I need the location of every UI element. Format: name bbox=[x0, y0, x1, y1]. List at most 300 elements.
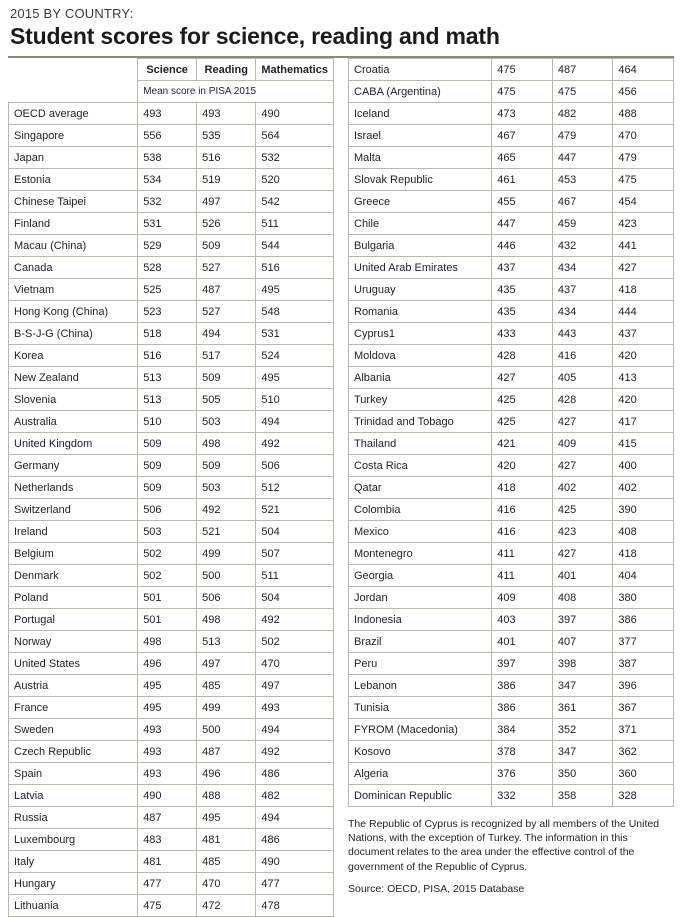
table-row bbox=[9, 565, 334, 587]
cell-science: 487 bbox=[138, 807, 197, 829]
table-body-right bbox=[349, 59, 674, 807]
cell-science: 498 bbox=[138, 631, 197, 653]
cell-reading: 427 bbox=[552, 455, 613, 477]
cell-mathematics: 495 bbox=[256, 367, 334, 389]
cell-mathematics: 493 bbox=[256, 697, 334, 719]
cell-mathematics: 423 bbox=[613, 213, 674, 235]
cell-country: Norway bbox=[9, 631, 138, 653]
cell-science: 490 bbox=[138, 785, 197, 807]
cell-reading: 513 bbox=[197, 631, 256, 653]
cell-country: Turkey bbox=[349, 389, 492, 411]
table-row bbox=[9, 389, 334, 411]
cell-science: 446 bbox=[492, 235, 553, 257]
cell-mathematics: 396 bbox=[613, 675, 674, 697]
cell-mathematics: 386 bbox=[613, 609, 674, 631]
table-row bbox=[349, 521, 674, 543]
cell-reading: 505 bbox=[197, 389, 256, 411]
cell-reading: 428 bbox=[552, 389, 613, 411]
cell-mathematics: 506 bbox=[256, 455, 334, 477]
cell-science: 493 bbox=[138, 763, 197, 785]
table-row bbox=[349, 279, 674, 301]
table-row bbox=[349, 191, 674, 213]
cell-country: Denmark bbox=[9, 565, 138, 587]
cell-country: FYROM (Macedonia) bbox=[349, 719, 492, 741]
cell-mathematics: 548 bbox=[256, 301, 334, 323]
page-title: Student scores for science, reading and math bbox=[10, 23, 500, 49]
table-header-row bbox=[9, 59, 334, 81]
cell-mathematics: 532 bbox=[256, 147, 334, 169]
cell-reading: 361 bbox=[552, 697, 613, 719]
cell-reading: 350 bbox=[552, 763, 613, 785]
cell-science: 534 bbox=[138, 169, 197, 191]
cell-mathematics: 437 bbox=[613, 323, 674, 345]
cell-reading: 427 bbox=[552, 543, 613, 565]
cell-reading: 499 bbox=[197, 697, 256, 719]
cell-reading: 497 bbox=[197, 653, 256, 675]
table-row bbox=[349, 653, 674, 675]
table-row bbox=[9, 653, 334, 675]
cell-mathematics: 418 bbox=[613, 543, 674, 565]
table-head-left bbox=[9, 59, 334, 103]
cell-country: Greece bbox=[349, 191, 492, 213]
cell-reading: 509 bbox=[197, 367, 256, 389]
cell-mathematics: 408 bbox=[613, 521, 674, 543]
cell-science: 509 bbox=[138, 477, 197, 499]
cell-country: OECD average bbox=[9, 103, 138, 125]
cell-science: 493 bbox=[138, 719, 197, 741]
cell-country: Finland bbox=[9, 213, 138, 235]
cell-mathematics: 494 bbox=[256, 719, 334, 741]
cell-reading: 434 bbox=[552, 257, 613, 279]
table-row bbox=[9, 301, 334, 323]
cell-reading: 495 bbox=[197, 807, 256, 829]
cell-mathematics: 454 bbox=[613, 191, 674, 213]
cell-country: Australia bbox=[9, 411, 138, 433]
cell-country: Georgia bbox=[349, 565, 492, 587]
footnotes bbox=[348, 817, 674, 896]
table-row bbox=[349, 301, 674, 323]
cell-science: 502 bbox=[138, 565, 197, 587]
header-science: Science bbox=[138, 59, 197, 81]
table-row bbox=[9, 807, 334, 829]
table-row bbox=[9, 587, 334, 609]
cell-country: Uruguay bbox=[349, 279, 492, 301]
cell-mathematics: 400 bbox=[613, 455, 674, 477]
cell-mathematics: 415 bbox=[613, 433, 674, 455]
page-kicker: 2015 BY COUNTRY: bbox=[10, 6, 134, 21]
cell-country: Indonesia bbox=[349, 609, 492, 631]
cell-science: 528 bbox=[138, 257, 197, 279]
table-row bbox=[349, 345, 674, 367]
table-row bbox=[349, 169, 674, 191]
cell-science: 506 bbox=[138, 499, 197, 521]
cell-mathematics: 402 bbox=[613, 477, 674, 499]
table-row bbox=[9, 411, 334, 433]
cell-country: Switzerland bbox=[9, 499, 138, 521]
cell-mathematics: 478 bbox=[256, 895, 334, 917]
cell-country: United Kingdom bbox=[9, 433, 138, 455]
cell-mathematics: 511 bbox=[256, 565, 334, 587]
cell-science: 475 bbox=[492, 81, 553, 103]
cell-science: 483 bbox=[138, 829, 197, 851]
table-row bbox=[9, 147, 334, 169]
cell-country: Lithuania bbox=[9, 895, 138, 917]
cell-science: 425 bbox=[492, 411, 553, 433]
cell-country: Qatar bbox=[349, 477, 492, 499]
cell-reading: 358 bbox=[552, 785, 613, 807]
cell-science: 493 bbox=[138, 103, 197, 125]
cell-country: Hong Kong (China) bbox=[9, 301, 138, 323]
cell-mathematics: 390 bbox=[613, 499, 674, 521]
cell-reading: 487 bbox=[552, 59, 613, 81]
table-row bbox=[9, 499, 334, 521]
table-row bbox=[9, 851, 334, 873]
cell-reading: 509 bbox=[197, 235, 256, 257]
cell-mathematics: 492 bbox=[256, 741, 334, 763]
cell-science: 403 bbox=[492, 609, 553, 631]
cell-reading: 521 bbox=[197, 521, 256, 543]
cell-country: Romania bbox=[349, 301, 492, 323]
cell-reading: 481 bbox=[197, 829, 256, 851]
cell-country: Algeria bbox=[349, 763, 492, 785]
cell-reading: 527 bbox=[197, 301, 256, 323]
cell-reading: 467 bbox=[552, 191, 613, 213]
subnote-text: Mean score in PISA 2015 bbox=[138, 81, 334, 103]
scores-table-left bbox=[8, 58, 334, 917]
cell-country: Kosovo bbox=[349, 741, 492, 763]
cell-reading: 472 bbox=[197, 895, 256, 917]
cell-science: 503 bbox=[138, 521, 197, 543]
cell-science: 495 bbox=[138, 697, 197, 719]
cell-reading: 352 bbox=[552, 719, 613, 741]
cell-mathematics: 477 bbox=[256, 873, 334, 895]
cell-mathematics: 512 bbox=[256, 477, 334, 499]
cell-mathematics: 387 bbox=[613, 653, 674, 675]
cell-science: 496 bbox=[138, 653, 197, 675]
cell-mathematics: 367 bbox=[613, 697, 674, 719]
cell-country: Japan bbox=[9, 147, 138, 169]
cell-country: Sweden bbox=[9, 719, 138, 741]
cell-reading: 408 bbox=[552, 587, 613, 609]
cell-country: Tunisia bbox=[349, 697, 492, 719]
cell-country: Iceland bbox=[349, 103, 492, 125]
table-row bbox=[349, 323, 674, 345]
cell-science: 516 bbox=[138, 345, 197, 367]
cell-reading: 535 bbox=[197, 125, 256, 147]
table-row bbox=[9, 895, 334, 917]
table-row bbox=[9, 631, 334, 653]
table-row bbox=[9, 521, 334, 543]
cell-reading: 503 bbox=[197, 477, 256, 499]
cell-mathematics: 490 bbox=[256, 851, 334, 873]
cell-science: 397 bbox=[492, 653, 553, 675]
cell-science: 435 bbox=[492, 279, 553, 301]
cell-reading: 434 bbox=[552, 301, 613, 323]
cell-science: 513 bbox=[138, 367, 197, 389]
table-row bbox=[349, 213, 674, 235]
cell-country: Singapore bbox=[9, 125, 138, 147]
table-body-left bbox=[9, 103, 334, 917]
scores-table-right bbox=[348, 58, 674, 807]
cell-science: 509 bbox=[138, 455, 197, 477]
cell-reading: 407 bbox=[552, 631, 613, 653]
cell-country: France bbox=[9, 697, 138, 719]
cell-science: 409 bbox=[492, 587, 553, 609]
cell-country: B-S-J-G (China) bbox=[9, 323, 138, 345]
cell-science: 502 bbox=[138, 543, 197, 565]
subnote-blank bbox=[9, 81, 138, 103]
cell-mathematics: 328 bbox=[613, 785, 674, 807]
table-row bbox=[9, 455, 334, 477]
cell-reading: 402 bbox=[552, 477, 613, 499]
cell-reading: 498 bbox=[197, 433, 256, 455]
cell-science: 501 bbox=[138, 609, 197, 631]
table-row bbox=[349, 235, 674, 257]
left-column bbox=[8, 58, 334, 917]
table-row bbox=[9, 345, 334, 367]
cell-science: 523 bbox=[138, 301, 197, 323]
cell-mathematics: 504 bbox=[256, 587, 334, 609]
cell-reading: 500 bbox=[197, 719, 256, 741]
cell-country: Peru bbox=[349, 653, 492, 675]
table-row bbox=[349, 697, 674, 719]
cell-science: 532 bbox=[138, 191, 197, 213]
cell-country: Luxembourg bbox=[9, 829, 138, 851]
cell-science: 465 bbox=[492, 147, 553, 169]
table-row bbox=[349, 499, 674, 521]
cell-country: Germany bbox=[9, 455, 138, 477]
cell-country: Belgium bbox=[9, 543, 138, 565]
cell-reading: 347 bbox=[552, 675, 613, 697]
cell-mathematics: 504 bbox=[256, 521, 334, 543]
table-row bbox=[349, 741, 674, 763]
table-subnote-row bbox=[9, 81, 334, 103]
cell-mathematics: 362 bbox=[613, 741, 674, 763]
table-row bbox=[349, 59, 674, 81]
header-country bbox=[9, 59, 138, 81]
cell-country: Canada bbox=[9, 257, 138, 279]
cell-mathematics: 492 bbox=[256, 609, 334, 631]
cell-mathematics: 464 bbox=[613, 59, 674, 81]
cell-mathematics: 502 bbox=[256, 631, 334, 653]
cell-mathematics: 377 bbox=[613, 631, 674, 653]
cell-country: Estonia bbox=[9, 169, 138, 191]
cell-reading: 516 bbox=[197, 147, 256, 169]
cell-country: Ireland bbox=[9, 521, 138, 543]
table-row bbox=[9, 477, 334, 499]
header-reading: Reading bbox=[197, 59, 256, 81]
cell-science: 376 bbox=[492, 763, 553, 785]
cell-science: 427 bbox=[492, 367, 553, 389]
cell-reading: 425 bbox=[552, 499, 613, 521]
cell-mathematics: 417 bbox=[613, 411, 674, 433]
cell-science: 437 bbox=[492, 257, 553, 279]
cell-country: Spain bbox=[9, 763, 138, 785]
cell-mathematics: 524 bbox=[256, 345, 334, 367]
table-row bbox=[9, 235, 334, 257]
cell-country: Slovak Republic bbox=[349, 169, 492, 191]
cell-country: Macau (China) bbox=[9, 235, 138, 257]
cell-mathematics: 497 bbox=[256, 675, 334, 697]
cell-country: United Arab Emirates bbox=[349, 257, 492, 279]
table-row bbox=[9, 279, 334, 301]
cell-mathematics: 486 bbox=[256, 763, 334, 785]
cell-country: Chile bbox=[349, 213, 492, 235]
cell-mathematics: 380 bbox=[613, 587, 674, 609]
cell-mathematics: 495 bbox=[256, 279, 334, 301]
table-columns bbox=[8, 58, 674, 917]
cell-science: 420 bbox=[492, 455, 553, 477]
cell-mathematics: 494 bbox=[256, 807, 334, 829]
table-row bbox=[9, 323, 334, 345]
cell-reading: 447 bbox=[552, 147, 613, 169]
cell-mathematics: 511 bbox=[256, 213, 334, 235]
table-row bbox=[9, 829, 334, 851]
cell-science: 411 bbox=[492, 565, 553, 587]
cell-science: 455 bbox=[492, 191, 553, 213]
cell-mathematics: 470 bbox=[256, 653, 334, 675]
cell-reading: 432 bbox=[552, 235, 613, 257]
cell-country: Poland bbox=[9, 587, 138, 609]
cell-reading: 423 bbox=[552, 521, 613, 543]
cell-mathematics: 492 bbox=[256, 433, 334, 455]
cell-reading: 526 bbox=[197, 213, 256, 235]
cell-country: United States bbox=[9, 653, 138, 675]
cell-reading: 496 bbox=[197, 763, 256, 785]
cell-reading: 487 bbox=[197, 279, 256, 301]
cell-science: 556 bbox=[138, 125, 197, 147]
cell-reading: 398 bbox=[552, 653, 613, 675]
cell-reading: 459 bbox=[552, 213, 613, 235]
table-row bbox=[349, 763, 674, 785]
cell-science: 378 bbox=[492, 741, 553, 763]
cell-science: 386 bbox=[492, 697, 553, 719]
cell-science: 493 bbox=[138, 741, 197, 763]
cell-reading: 497 bbox=[197, 191, 256, 213]
table-row bbox=[9, 257, 334, 279]
cell-reading: 487 bbox=[197, 741, 256, 763]
table-row bbox=[9, 543, 334, 565]
cell-reading: 506 bbox=[197, 587, 256, 609]
cell-country: Costa Rica bbox=[349, 455, 492, 477]
cell-country: Brazil bbox=[349, 631, 492, 653]
cell-science: 509 bbox=[138, 433, 197, 455]
cell-science: 501 bbox=[138, 587, 197, 609]
table-row bbox=[349, 785, 674, 807]
cell-mathematics: 564 bbox=[256, 125, 334, 147]
cell-science: 401 bbox=[492, 631, 553, 653]
table-row bbox=[349, 631, 674, 653]
source-note: Source: OECD, PISA, 2015 Database bbox=[348, 882, 525, 895]
cell-mathematics: 427 bbox=[613, 257, 674, 279]
table-row bbox=[9, 785, 334, 807]
cell-mathematics: 371 bbox=[613, 719, 674, 741]
cell-reading: 482 bbox=[552, 103, 613, 125]
cell-mathematics: 456 bbox=[613, 81, 674, 103]
cell-country: Israel bbox=[349, 125, 492, 147]
cell-mathematics: 404 bbox=[613, 565, 674, 587]
cell-country: Cyprus1 bbox=[349, 323, 492, 345]
cell-mathematics: 441 bbox=[613, 235, 674, 257]
table-row bbox=[9, 103, 334, 125]
cell-mathematics: 360 bbox=[613, 763, 674, 785]
table-row bbox=[9, 873, 334, 895]
cell-science: 473 bbox=[492, 103, 553, 125]
cell-science: 525 bbox=[138, 279, 197, 301]
cell-mathematics: 544 bbox=[256, 235, 334, 257]
table-row bbox=[349, 587, 674, 609]
cell-science: 421 bbox=[492, 433, 553, 455]
cell-science: 435 bbox=[492, 301, 553, 323]
cell-country: Dominican Republic bbox=[349, 785, 492, 807]
cell-reading: 479 bbox=[552, 125, 613, 147]
cell-country: Albania bbox=[349, 367, 492, 389]
table-row bbox=[349, 565, 674, 587]
cell-country: Malta bbox=[349, 147, 492, 169]
cell-country: Chinese Taipei bbox=[9, 191, 138, 213]
cell-science: 425 bbox=[492, 389, 553, 411]
cell-science: 495 bbox=[138, 675, 197, 697]
cell-country: Hungary bbox=[9, 873, 138, 895]
table-row bbox=[349, 477, 674, 499]
cell-mathematics: 520 bbox=[256, 169, 334, 191]
cell-reading: 405 bbox=[552, 367, 613, 389]
table-row bbox=[9, 169, 334, 191]
header-mathematics: Mathematics bbox=[256, 59, 334, 81]
cell-mathematics: 507 bbox=[256, 543, 334, 565]
cell-science: 518 bbox=[138, 323, 197, 345]
cell-reading: 519 bbox=[197, 169, 256, 191]
table-row bbox=[349, 609, 674, 631]
cell-science: 531 bbox=[138, 213, 197, 235]
table-row bbox=[9, 719, 334, 741]
cell-reading: 437 bbox=[552, 279, 613, 301]
cell-science: 529 bbox=[138, 235, 197, 257]
cell-reading: 517 bbox=[197, 345, 256, 367]
table-row bbox=[349, 125, 674, 147]
cell-reading: 443 bbox=[552, 323, 613, 345]
cell-country: Jordan bbox=[349, 587, 492, 609]
cell-reading: 493 bbox=[197, 103, 256, 125]
cell-reading: 401 bbox=[552, 565, 613, 587]
cell-mathematics: 420 bbox=[613, 389, 674, 411]
cell-reading: 494 bbox=[197, 323, 256, 345]
cell-country: Austria bbox=[9, 675, 138, 697]
table-row bbox=[9, 675, 334, 697]
cell-mathematics: 521 bbox=[256, 499, 334, 521]
cell-country: Korea bbox=[9, 345, 138, 367]
cell-reading: 492 bbox=[197, 499, 256, 521]
cell-reading: 503 bbox=[197, 411, 256, 433]
cell-science: 433 bbox=[492, 323, 553, 345]
table-row bbox=[349, 389, 674, 411]
cell-reading: 509 bbox=[197, 455, 256, 477]
cell-mathematics: 494 bbox=[256, 411, 334, 433]
cell-reading: 485 bbox=[197, 851, 256, 873]
table-row bbox=[9, 367, 334, 389]
cell-country: Vietnam bbox=[9, 279, 138, 301]
table-row bbox=[349, 147, 674, 169]
cell-reading: 347 bbox=[552, 741, 613, 763]
cell-country: New Zealand bbox=[9, 367, 138, 389]
cell-science: 510 bbox=[138, 411, 197, 433]
cell-country: Montenegro bbox=[349, 543, 492, 565]
cell-science: 513 bbox=[138, 389, 197, 411]
cell-mathematics: 516 bbox=[256, 257, 334, 279]
cell-country: Thailand bbox=[349, 433, 492, 455]
cell-country: Czech Republic bbox=[9, 741, 138, 763]
table-row bbox=[9, 741, 334, 763]
